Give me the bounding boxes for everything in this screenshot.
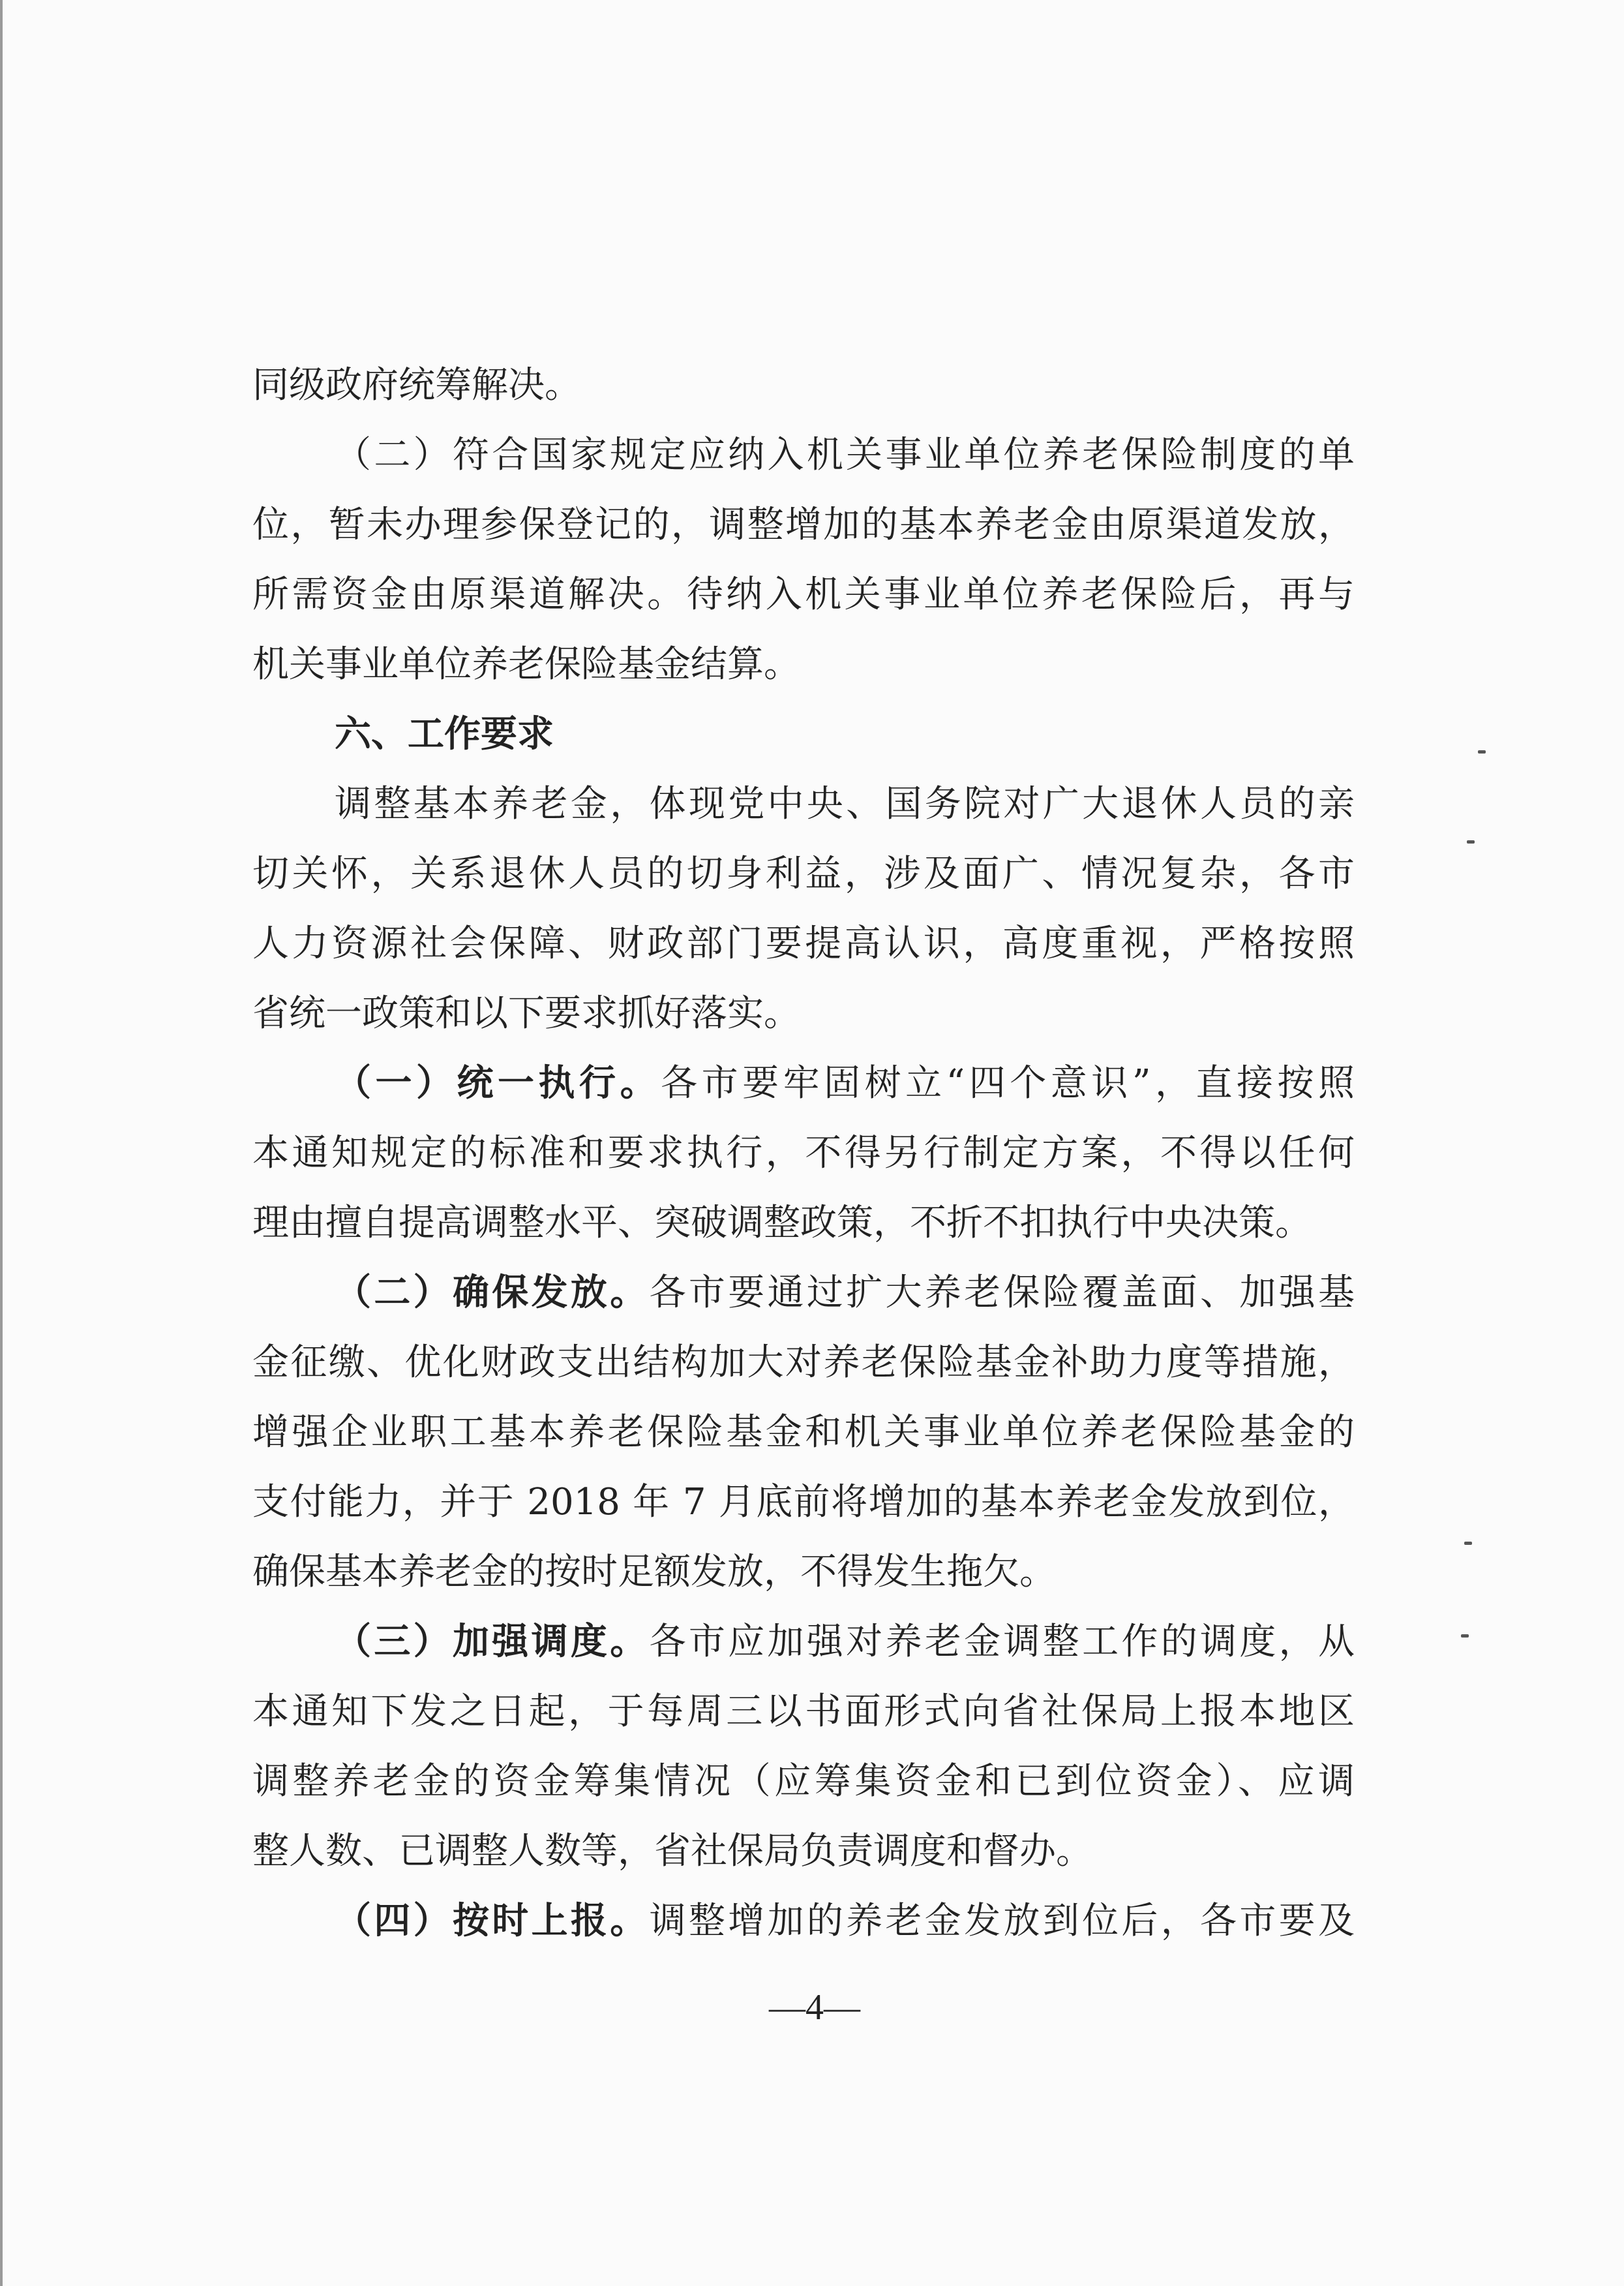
paragraph-line [252,1607,1355,1677]
paragraph-line: 整人数、已调整人数等，省社保局负责调度和督办。 [252,1830,1092,1872]
item-text: 各市要通过扩大养老保险覆盖面、加强基 [649,1272,1355,1314]
paragraph-line: 机关事业单位养老保险基金结算。 [252,643,800,686]
paragraph-line [252,1258,1355,1328]
paragraph-line: 理由擅自提高调整水平、突破调整政策，不折不扣执行中央决策。 [252,1202,1312,1244]
item-text: 调整增加的养老金发放到位后，各市要及 [649,1900,1355,1942]
paragraph-line: （二）符合国家规定应纳入机关事业单位养老保险制度的单 [335,434,1355,476]
document-body [252,350,1355,1956]
paragraph-line: 本通知规定的标准和要求执行，不得另行制定方案，不得以任何 [252,1132,1355,1174]
item-heading: （一）统一执行。 [335,1062,661,1105]
paragraph-line: 本通知下发之日起，于每周三以书面形式向省社保局上报本地区 [252,1690,1355,1733]
item-heading: （二）确保发放。 [335,1272,650,1314]
item-text: 各市应加强对养老金调整工作的调度，从 [649,1621,1355,1663]
paragraph-line: 金征缴、优化财政支出结构加大对养老保险基金补助力度等措施， [252,1341,1355,1384]
page-number: —4— [769,1987,860,2028]
paragraph-line: 调整养老金的资金筹集情况（应筹集资金和已到位资金）、应调 [252,1760,1355,1803]
item-text: 各市要牢固树立“四个意识”，直接按照 [661,1062,1355,1105]
scan-speck [1478,750,1486,754]
paragraph-line: 省统一政策和以下要求抓好落实。 [252,992,800,1035]
item-heading: （三）加强调度。 [335,1621,650,1663]
scan-speck [1464,1542,1472,1545]
paragraph-line [252,1048,1355,1118]
paragraph-line: 切关怀，关系退休人员的切身利益，涉及面广、情况复杂，各市 [252,853,1355,895]
paragraph-line: 位，暂未办理参保登记的，调整增加的基本养老金由原渠道发放， [252,504,1355,546]
paragraph-line: 增强企业职工基本养老保险基金和机关事业单位养老保险基金的 [252,1411,1355,1454]
scan-speck [1467,840,1475,844]
scan-speck [1461,1634,1469,1638]
paragraph-line [252,1886,1355,1956]
item-heading: （四）按时上报。 [335,1900,650,1942]
paragraph-line: 调整基本养老金，体现党中央、国务院对广大退休人员的亲 [335,783,1355,825]
section-heading: 六、工作要求 [335,713,554,755]
paragraph-line: 所需资金由原渠道解决。待纳入机关事业单位养老保险后，再与 [252,573,1355,616]
paragraph-line: 人力资源社会保障、财政部门要提高认识，高度重视，严格按照 [252,922,1355,965]
paragraph-line: 支付能力，并于 2018 年 7 月底前将增加的基本养老金发放到位， [252,1481,1355,1523]
paragraph-line: 同级政府统筹解决。 [252,364,581,406]
paragraph-line: 确保基本养老金的按时足额发放，不得发生拖欠。 [252,1551,1056,1593]
